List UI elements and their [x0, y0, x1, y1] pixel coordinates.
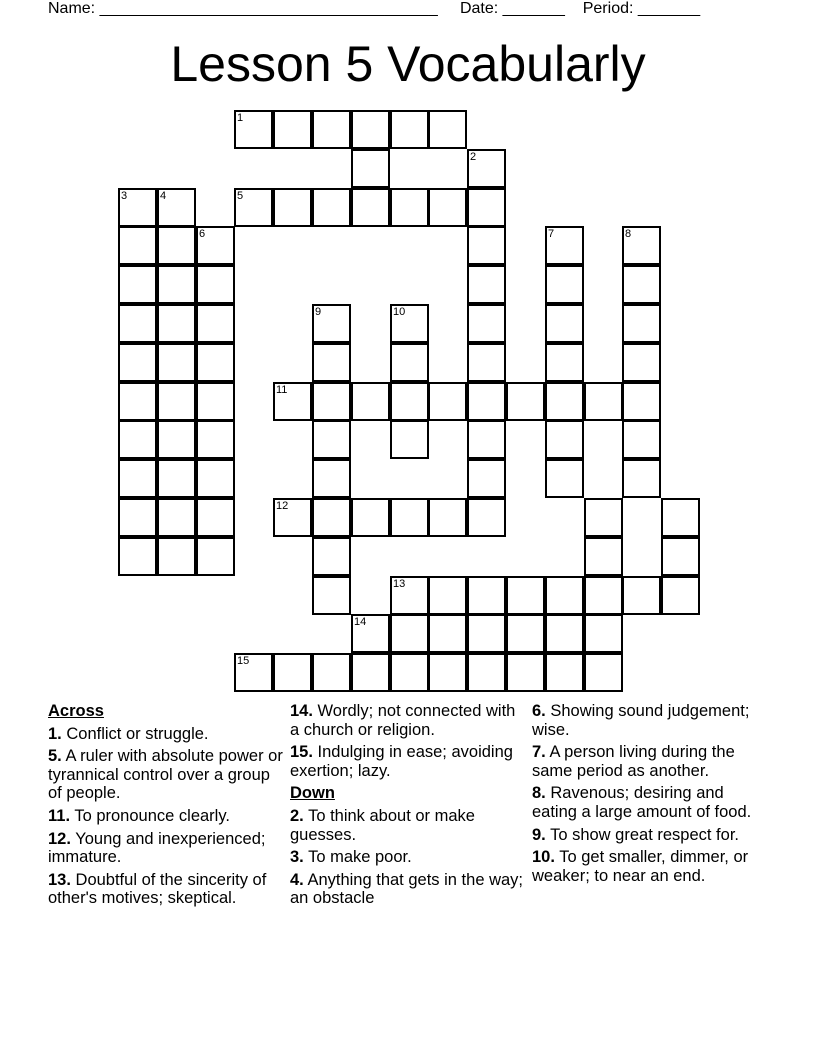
- grid-cell[interactable]: [390, 382, 429, 421]
- grid-cell[interactable]: [545, 420, 584, 459]
- grid-cell[interactable]: [390, 576, 429, 615]
- clue-across-1: 1. Conflict or struggle.: [48, 724, 209, 743]
- grid-cell[interactable]: [467, 149, 506, 188]
- date-blank[interactable]: _______: [502, 0, 565, 17]
- grid-cell[interactable]: [312, 382, 351, 421]
- grid-cell[interactable]: [157, 498, 196, 537]
- grid-cell[interactable]: [312, 498, 351, 537]
- grid-cell[interactable]: [312, 653, 351, 692]
- clues-column-2: [290, 702, 525, 912]
- clue-number: 8: [625, 228, 632, 240]
- grid-cell[interactable]: [196, 382, 235, 421]
- grid-cell[interactable]: [351, 110, 390, 149]
- clue-across-12: 12. Young and inexperienced; immature.: [48, 829, 266, 867]
- grid-cell[interactable]: [622, 576, 661, 615]
- grid-cell[interactable]: [622, 382, 661, 421]
- grid-cell[interactable]: [428, 188, 467, 227]
- name-label: Name:: [48, 0, 96, 17]
- grid-cell[interactable]: [234, 653, 273, 692]
- grid-cell[interactable]: [622, 420, 661, 459]
- grid-cell[interactable]: [467, 420, 506, 459]
- grid-cell[interactable]: [661, 498, 700, 537]
- grid-cell[interactable]: [545, 614, 584, 653]
- grid-cell[interactable]: [428, 382, 467, 421]
- grid-cell[interactable]: [545, 459, 584, 498]
- grid-cell[interactable]: [157, 459, 196, 498]
- clue-across-14: 14. Wordly; not connected with a church or religion.: [290, 702, 516, 739]
- grid-cell[interactable]: [118, 265, 157, 304]
- grid-cell[interactable]: [351, 614, 390, 653]
- clue-number: 12: [276, 500, 289, 512]
- grid-cell[interactable]: [118, 382, 157, 421]
- grid-cell[interactable]: [661, 576, 700, 615]
- across-heading: Across: [48, 702, 104, 720]
- grid-cell[interactable]: [428, 653, 467, 692]
- grid-cell[interactable]: [584, 382, 623, 421]
- clue-number: 9: [315, 306, 322, 318]
- grid-cell[interactable]: [118, 537, 157, 576]
- grid-cell[interactable]: [273, 110, 312, 149]
- grid-cell[interactable]: [390, 188, 429, 227]
- date-label: Date:: [459, 0, 499, 17]
- grid-cell[interactable]: [351, 498, 390, 537]
- grid-cell[interactable]: [351, 149, 390, 188]
- clue-across-15: 15. Indulging in ease; avoiding exertion; lazy.: [290, 743, 513, 780]
- grid-cell[interactable]: [196, 420, 235, 459]
- grid-cell[interactable]: [545, 382, 584, 421]
- grid-cell[interactable]: [506, 653, 545, 692]
- grid-cell[interactable]: [312, 420, 351, 459]
- grid-cell[interactable]: [390, 110, 429, 149]
- grid-cell[interactable]: [428, 498, 467, 537]
- grid-cell[interactable]: [273, 188, 312, 227]
- grid-cell[interactable]: [584, 498, 623, 537]
- grid-cell[interactable]: [467, 304, 506, 343]
- clue-down-8: 8. Ravenous; desiring and eating a large amount of food.: [532, 784, 752, 821]
- clue-number: 4: [160, 190, 167, 202]
- grid-cell[interactable]: [196, 498, 235, 537]
- clue-across-5: 5. A ruler with absolute power or tyrannical control over a group of people.: [48, 747, 283, 803]
- grid-cell[interactable]: [584, 576, 623, 615]
- grid-cell[interactable]: [196, 459, 235, 498]
- clue-down-10: 10. To get smaller, dimmer, or weaker; to near an end.: [532, 848, 749, 885]
- clue-number: 7: [548, 228, 555, 240]
- grid-cell[interactable]: [428, 614, 467, 653]
- grid-cell[interactable]: [196, 304, 235, 343]
- grid-cell[interactable]: [622, 265, 661, 304]
- grid-cell[interactable]: [196, 226, 235, 265]
- grid-cell[interactable]: [312, 576, 351, 615]
- grid-cell[interactable]: [622, 226, 661, 265]
- clue-number: 10: [393, 306, 406, 318]
- clue-down-6: 6. Showing sound judgement; wise.: [532, 702, 750, 739]
- grid-cell[interactable]: [118, 343, 157, 382]
- grid-cell[interactable]: [118, 498, 157, 537]
- grid-cell[interactable]: [351, 382, 390, 421]
- grid-cell[interactable]: [622, 304, 661, 343]
- clue-number: 1: [237, 112, 244, 124]
- grid-cell[interactable]: [351, 653, 390, 692]
- clue-number: 13: [393, 578, 406, 590]
- grid-cell[interactable]: [157, 343, 196, 382]
- grid-cell[interactable]: [545, 343, 584, 382]
- grid-cell[interactable]: [118, 188, 157, 227]
- grid-cell[interactable]: [118, 420, 157, 459]
- grid-cell[interactable]: [390, 653, 429, 692]
- clue-number: 15: [237, 655, 250, 667]
- grid-cell[interactable]: [312, 537, 351, 576]
- grid-cell[interactable]: [467, 188, 506, 227]
- clue-down-9: 9. To show great respect for.: [532, 825, 739, 844]
- grid-cell[interactable]: [157, 188, 196, 227]
- grid-cell[interactable]: [467, 382, 506, 421]
- clue-number: 14: [354, 616, 367, 628]
- grid-cell[interactable]: [390, 343, 429, 382]
- clue-number: 3: [121, 190, 128, 202]
- grid-cell[interactable]: [545, 226, 584, 265]
- grid-cell[interactable]: [312, 304, 351, 343]
- grid-cell[interactable]: [467, 576, 506, 615]
- grid-cell[interactable]: [312, 110, 351, 149]
- grid-cell[interactable]: [467, 343, 506, 382]
- grid-cell[interactable]: [467, 614, 506, 653]
- period-blank[interactable]: _______: [637, 0, 701, 17]
- page-title: Lesson 5 Vocabularly: [170, 36, 646, 92]
- grid-cell[interactable]: [467, 459, 506, 498]
- grid-cell[interactable]: [390, 614, 429, 653]
- grid-cell[interactable]: [312, 343, 351, 382]
- grid-cell[interactable]: [506, 382, 545, 421]
- grid-cell[interactable]: [545, 653, 584, 692]
- grid-cell[interactable]: [234, 110, 273, 149]
- period-label: Period:: [582, 0, 634, 17]
- grid-cell[interactable]: [273, 382, 312, 421]
- grid-cell[interactable]: [545, 576, 584, 615]
- grid-cell[interactable]: [506, 614, 545, 653]
- grid-cell[interactable]: [622, 459, 661, 498]
- clue-down-2: 2. To think about or make guesses.: [290, 806, 475, 844]
- clue-number: 5: [237, 190, 244, 202]
- grid-cell[interactable]: [428, 576, 467, 615]
- grid-cell[interactable]: [545, 304, 584, 343]
- grid-cell[interactable]: [661, 537, 700, 576]
- name-blank[interactable]: ______________________________________: [99, 0, 438, 17]
- grid-cell[interactable]: [196, 343, 235, 382]
- grid-cell[interactable]: [157, 304, 196, 343]
- grid-cell[interactable]: [312, 459, 351, 498]
- grid-cell[interactable]: [118, 226, 157, 265]
- clues-column-1: [48, 702, 283, 912]
- clue-down-7: 7. A person living during the same period as another.: [532, 743, 735, 780]
- grid-cell[interactable]: [467, 265, 506, 304]
- grid-cell[interactable]: [390, 420, 429, 459]
- grid-cell[interactable]: [506, 576, 545, 615]
- clue-down-3: 3. To make poor.: [290, 848, 412, 867]
- grid-cell[interactable]: [157, 537, 196, 576]
- grid-cell[interactable]: [157, 226, 196, 265]
- grid-cell[interactable]: [545, 265, 584, 304]
- grid-cell[interactable]: [157, 265, 196, 304]
- grid-cell[interactable]: [390, 498, 429, 537]
- clues-column-3: [532, 702, 767, 889]
- grid-cell[interactable]: [467, 653, 506, 692]
- clue-number: 2: [470, 151, 477, 163]
- grid-cell[interactable]: [273, 653, 312, 692]
- clue-number: 6: [199, 228, 206, 240]
- grid-cell[interactable]: [157, 420, 196, 459]
- grid-cell[interactable]: [351, 188, 390, 227]
- grid-cell[interactable]: [622, 343, 661, 382]
- grid-cell[interactable]: [584, 614, 623, 653]
- grid-cell[interactable]: [196, 537, 235, 576]
- clue-down-4: 4. Anything that gets in the way; an obstacle: [290, 870, 524, 908]
- grid-cell[interactable]: [234, 188, 273, 227]
- grid-cell[interactable]: [273, 498, 312, 537]
- grid-cell[interactable]: [196, 265, 235, 304]
- down-heading: Down: [290, 784, 335, 803]
- clue-across-13: 13. Doubtful of the sincerity of other's motives; skeptical.: [48, 870, 267, 908]
- grid-cell[interactable]: [584, 653, 623, 692]
- grid-cell[interactable]: [467, 498, 506, 537]
- grid-cell[interactable]: [390, 304, 429, 343]
- grid-cell[interactable]: [584, 537, 623, 576]
- grid-cell[interactable]: [118, 459, 157, 498]
- clue-across-11: 11. To pronounce clearly.: [48, 806, 230, 825]
- grid-cell[interactable]: [428, 110, 467, 149]
- grid-cell[interactable]: [157, 382, 196, 421]
- grid-cell[interactable]: [118, 304, 157, 343]
- grid-cell[interactable]: [467, 226, 506, 265]
- clue-number: 11: [276, 384, 288, 396]
- grid-cell[interactable]: [312, 188, 351, 227]
